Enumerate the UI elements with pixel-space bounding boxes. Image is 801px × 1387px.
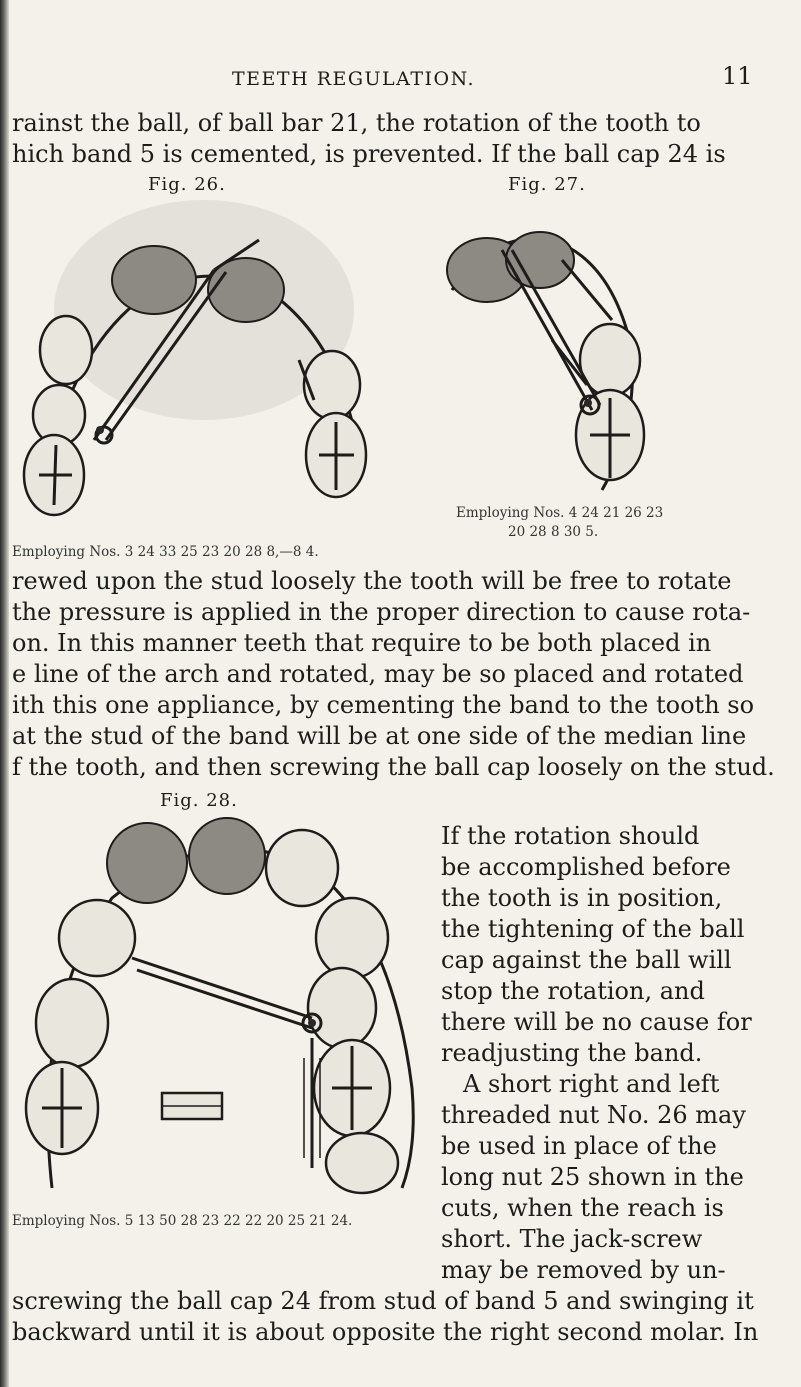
page-binding-edge (0, 0, 9, 1387)
side-text-line: short. The jack-screw (441, 1225, 703, 1253)
text-line: on. In this manner teeth that require to be both placed in (12, 629, 712, 657)
side-text-line: readjusting the band. (441, 1039, 703, 1067)
side-text-line: be accomplished before (441, 853, 731, 881)
text-line: rainst the ball, of ball bar 21, the rotation of the tooth to (12, 109, 701, 137)
side-text-line: stop the rotation, and (441, 977, 705, 1005)
running-title: TEETH REGULATION. (232, 68, 476, 90)
page-number: 11 (722, 62, 753, 90)
text-line: at the stud of the band will be at one side of the median line (12, 722, 747, 750)
fig26-caption: Employing Nos. 3 24 33 25 23 20 28 8,—8 4. (12, 544, 319, 560)
side-text-line: threaded nut No. 26 may (441, 1101, 746, 1129)
text-line: rewed upon the stud loosely the tooth will be free to rotate (12, 567, 732, 595)
fig27-illustration (432, 210, 652, 510)
side-text-line: If the rotation should (441, 822, 700, 850)
fig28-caption: Employing Nos. 5 13 50 28 23 22 22 20 25 21 24. (12, 1213, 353, 1229)
text-line: the pressure is applied in the proper direction to cause rota- (12, 598, 751, 626)
side-text-line: there will be no cause for (441, 1008, 752, 1036)
fig28-illustration (12, 808, 432, 1208)
side-text-line: be used in place of the (441, 1132, 717, 1160)
side-text-line: A short right and left (463, 1070, 720, 1098)
text-line: e line of the arch and rotated, may be so placed and rotated (12, 660, 744, 688)
side-text-line: the tooth is in position, (441, 884, 723, 912)
text-line: backward until it is about opposite the right second molar. In (12, 1318, 759, 1346)
fig27-caption: 20 28 8 30 5. (508, 524, 599, 540)
text-line: screwing the ball cap 24 from stud of band 5 and swinging it (12, 1287, 754, 1315)
side-text-line: long nut 25 shown in the (441, 1163, 744, 1191)
fig27-caption: Employing Nos. 4 24 21 26 23 (456, 505, 664, 521)
side-text-line: cuts, when the reach is (441, 1194, 724, 1222)
text-line: f the tooth, and then screwing the ball cap loosely on the stud. (12, 753, 775, 781)
fig26-illustration (14, 200, 394, 540)
side-text-line: cap against the ball will (441, 946, 732, 974)
fig27-label: Fig. 27. (508, 174, 586, 195)
fig26-label: Fig. 26. (148, 174, 226, 195)
side-text-line: the tightening of the ball (441, 915, 745, 943)
text-line: ith this one appliance, by cementing the band to the tooth so (12, 691, 755, 719)
fig28-label: Fig. 28. (160, 790, 238, 811)
side-text-line: may be removed by un- (441, 1256, 726, 1284)
text-line: hich band 5 is cemented, is prevented. If the ball cap 24 is (12, 140, 726, 168)
